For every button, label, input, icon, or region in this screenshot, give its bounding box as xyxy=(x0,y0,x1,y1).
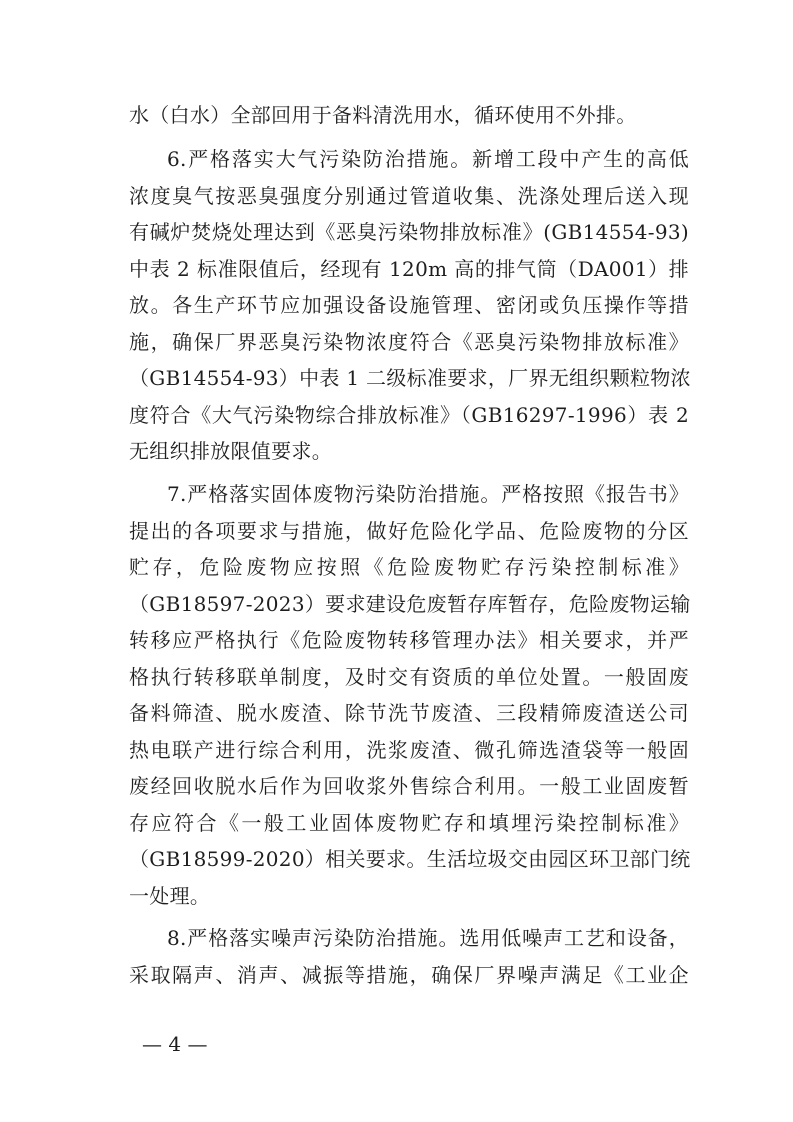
paragraph-line: 度符合《大气污染物综合排放标准》（GB16297-1996）表 2 xyxy=(129,403,689,427)
paragraph-line: 中表 2 标准限值后，经现有 120m 高的排气筒（DA001）排 xyxy=(129,257,689,281)
paragraph-line: 有碱炉焚烧处理达到《恶臭污染物排放标准》(GB14554-93) xyxy=(129,220,689,244)
paragraph-line: 施，确保厂界恶臭污染物浓度符合《恶臭污染物排放标准》 xyxy=(129,330,689,354)
paragraph-line: 备料筛渣、脱水废渣、除节洗节废渣、三段精筛废渣送公司 xyxy=(129,701,689,725)
paragraph-line: 6.严格落实大气污染防治措施。新增工段中产生的高低 xyxy=(167,147,689,171)
paragraph-line: （GB14554-93）中表 1 二级标准要求，厂界无组织颗粒物浓 xyxy=(129,366,691,390)
paragraph-line: 热电联产进行综合利用，洗浆废渣、微孔筛选渣袋等一般固 xyxy=(129,738,689,762)
paragraph-line: 无组织排放限值要求。 xyxy=(129,439,332,463)
paragraph-line: 一处理。 xyxy=(129,884,211,908)
paragraph-line: 提出的各项要求与措施，做好危险化学品、危险废物的分区 xyxy=(129,519,689,543)
paragraph-line: 格执行转移联单制度，及时交有资质的单位处置。一般固废 xyxy=(129,665,689,689)
paragraph-line: 放。各生产环节应加强设备设施管理、密闭或负压操作等措 xyxy=(129,293,689,317)
page-number: — 4 — xyxy=(142,1032,208,1056)
paragraph-line: 采取隔声、消声、减振等措施，确保厂界噪声满足《工业企 xyxy=(129,963,689,987)
paragraph-line: 贮存，危险废物应按照《危险废物贮存污染控制标准》 xyxy=(129,555,689,579)
paragraph-line: 7.严格落实固体废物污染防治措施。严格按照《报告书》 xyxy=(167,482,689,506)
paragraph-line: 废经回收脱水后作为回收浆外售综合利用。一般工业固废暂 xyxy=(129,774,689,798)
paragraph-line: 存应符合《一般工业固体废物贮存和填埋污染控制标准》 xyxy=(129,811,689,835)
paragraph-line: 转移应严格执行《危险废物转移管理办法》相关要求，并严 xyxy=(129,628,689,652)
paragraph-line: 水（白水）全部回用于备料清洗用水，循环使用不外排。 xyxy=(129,103,637,127)
paragraph-line: 浓度臭气按恶臭强度分别通过管道收集、洗涤处理后送入现 xyxy=(129,184,689,208)
paragraph-line: 8.严格落实噪声污染防治措施。选用低噪声工艺和设备， xyxy=(167,926,689,950)
paragraph-line: （GB18599-2020）相关要求。生活垃圾交由园区环卫部门统 xyxy=(129,847,691,871)
paragraph-line: （GB18597-2023）要求建设危废暂存库暂存，危险废物运输 xyxy=(129,592,691,616)
